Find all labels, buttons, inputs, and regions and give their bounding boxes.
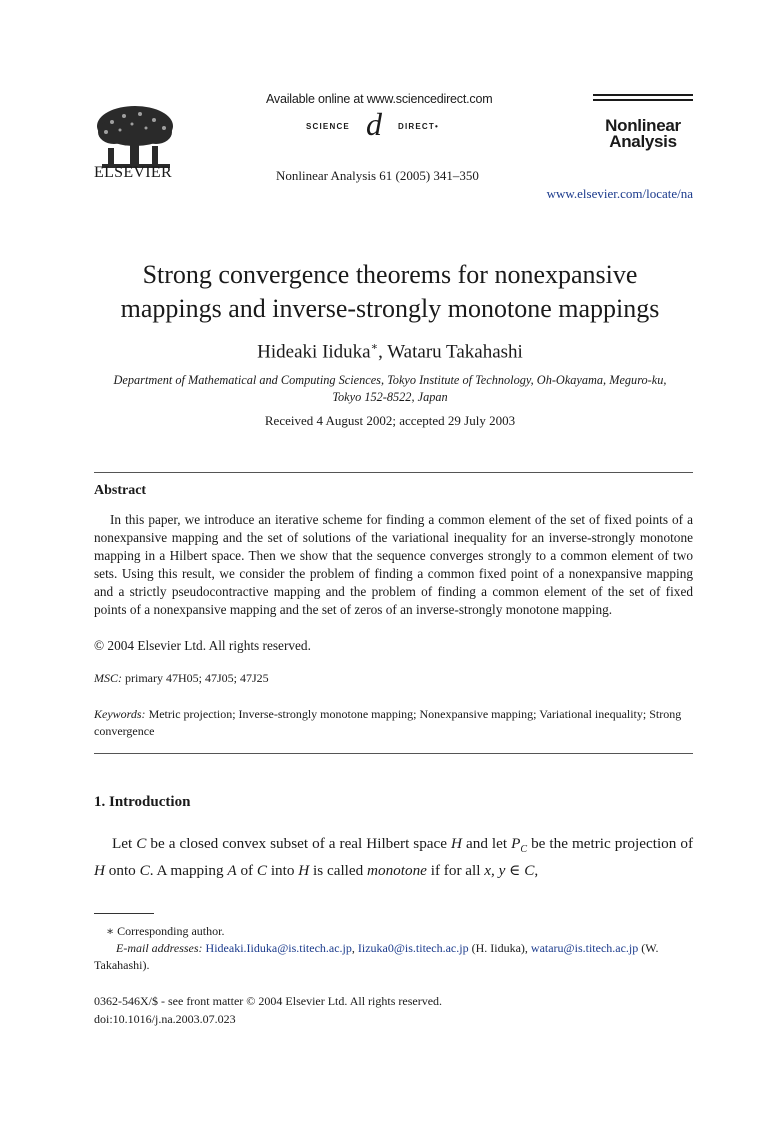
doi-line[interactable]: doi:10.1016/j.na.2003.07.023 (94, 1012, 236, 1026)
author-2: Wataru Takahashi (387, 341, 523, 363)
affiliation-line-2: Tokyo 152-8522, Japan (332, 390, 448, 404)
divider-top (94, 472, 693, 473)
journal-logo (591, 118, 695, 150)
math-var: P (511, 835, 521, 852)
journal-logo-line1: Nonlinear (605, 116, 681, 135)
sciencedirect-logo (306, 106, 466, 146)
intro-text: is called (309, 862, 368, 880)
intro-text: Let (112, 835, 137, 852)
sd-left-word: SCIENCE (306, 122, 350, 131)
available-online-text[interactable]: Available online at www.sciencedirect.com (266, 92, 493, 106)
sd-right-word (398, 122, 439, 131)
msc-value: primary 47H05; 47J05; 47J25 (122, 671, 269, 685)
footnote-rule (94, 913, 154, 914)
corresponding-mark[interactable]: ∗ (370, 341, 379, 353)
math-var: C (256, 862, 268, 880)
footnote-emails (94, 940, 693, 974)
sd-direct-text: DIRECT (398, 122, 435, 131)
keywords-label: Keywords: (94, 707, 146, 721)
abstract-heading: Abstract (94, 483, 147, 498)
math-var: H (298, 862, 310, 880)
math-var: C (139, 862, 150, 880)
math-var: H (94, 862, 105, 880)
math-var: A (227, 862, 237, 880)
title-line-2: mappings and inverse-strongly monotone mappings (120, 294, 660, 323)
email-link-3[interactable]: wataru@is.titech.ac.jp (530, 941, 639, 955)
intro-text: be a closed convex subset of a real Hilbert space (146, 835, 452, 852)
introduction-paragraph (94, 833, 693, 881)
email-link-2[interactable]: Iizuka0@is.titech.ac.jp (357, 941, 469, 955)
email2-owner: (H. Iiduka), (468, 941, 531, 955)
abstract-text: In this paper, we introduce an iterative scheme for finding a common element of the set of fixed points of a nonexpansive mapping and the set of solutions of the variational inequality for an inverse-strongly monotone mapping in a Hilbert space. Then we show that the sequence converges strongly to a common element of two sets. Using this result, we consider the problem of finding a common fixed point of a nonexpansive mapping and a strictly pseudocontractive mapping and the problem of finding a common element of the set of fixed points of a nonexpansive mapping and the set of zeros of an inverse-strongly monotone mapping. (94, 512, 693, 617)
msc-label: MSC: (94, 671, 122, 685)
article-title (60, 258, 720, 326)
term-monotone: monotone (367, 862, 427, 880)
author-separator: , (378, 341, 388, 363)
math-var: H (451, 835, 462, 852)
author-1: Hideaki Iiduka (257, 341, 371, 363)
math-var: C (136, 835, 147, 852)
intro-text: . A mapping (149, 862, 228, 880)
intro-text: and let (462, 835, 512, 852)
math-subscript: C (520, 844, 528, 856)
keywords (94, 706, 693, 740)
sd-at-glyph: d (366, 106, 382, 142)
intro-text: of (236, 862, 257, 880)
msc-codes (94, 671, 269, 686)
intro-text: be the metric projection of (527, 835, 693, 852)
journal-logo-line2: Analysis (609, 132, 677, 151)
issn-line: 0362-546X/$ - see front matter © 2004 Elsevier Ltd. All rights reserved. (94, 994, 443, 1008)
intro-text: onto (104, 862, 140, 880)
footnote-corresponding: ∗ Corresponding author. (106, 924, 225, 938)
publisher-name: ELSEVIER (94, 164, 172, 181)
sd-dot: • (434, 122, 439, 131)
affiliation (80, 372, 700, 406)
email3-owner: (W. Takahashi). (94, 941, 659, 972)
journal-reference: Nonlinear Analysis 61 (2005) 341–350 (276, 168, 479, 183)
divider-bottom (94, 753, 693, 754)
received-dates: Received 4 August 2002; accepted 29 July 2003 (264, 413, 516, 428)
math-var: x, y ∈ C (484, 862, 535, 880)
intro-text: into (267, 862, 299, 880)
intro-text: , (534, 862, 539, 880)
email-sep: , (351, 941, 358, 955)
section-heading-introduction: 1. Introduction (94, 794, 191, 810)
keywords-value: Metric projection; Inverse-strongly monotone mapping; Nonexpansive mapping; Variational inequality; Strong convergence (94, 707, 682, 738)
email-label: E-mail addresses: (116, 941, 203, 955)
title-line-1: Strong convergence theorems for nonexpansive (142, 260, 638, 289)
email-link-1[interactable]: Hideaki.Iiduka@is.titech.ac.jp (205, 941, 352, 955)
intro-text: if for all (426, 862, 485, 880)
journal-url-link[interactable]: www.elsevier.com/locate/na (546, 186, 693, 201)
authors (60, 340, 720, 363)
affiliation-line-1: Department of Mathematical and Computing Sciences, Tokyo Institute of Technology, Oh-Okayama, Meguro-ku, (113, 373, 667, 387)
journal-logo-rules (593, 94, 693, 104)
abstract-copyright: © 2004 Elsevier Ltd. All rights reserved. (94, 638, 311, 653)
